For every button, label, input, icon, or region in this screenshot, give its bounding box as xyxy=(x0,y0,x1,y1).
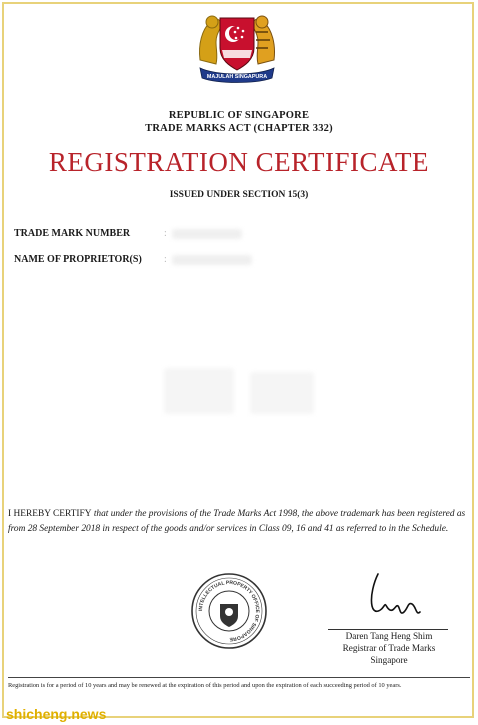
proprietor-label: NAME OF PROPRIETOR(S) xyxy=(14,254,142,265)
seal-text: INTELLECTUAL PROPERTY OFFICE OF SINGAPORE xyxy=(197,579,261,643)
svg-text:MAJULAH SINGAPURA: MAJULAH SINGAPURA xyxy=(206,74,268,80)
redacted-proprietor-name xyxy=(172,255,252,265)
certification-statement xyxy=(8,507,470,537)
header-country: REPUBLIC OF SINGAPORE xyxy=(168,110,310,121)
field-separator: : xyxy=(164,254,167,265)
signature-line xyxy=(328,629,448,630)
redacted-trade-mark-image xyxy=(164,368,234,414)
redacted-trade-mark-image xyxy=(250,372,314,414)
registrar-place: Singapore xyxy=(370,655,408,665)
header-act: TRADE MARKS ACT (CHAPTER 332) xyxy=(145,123,333,134)
certify-text: that under the provisions of the Trade Marks Act 1998, the above trademark has been registered as from 28 September 2018 in respect of the goods and/or services in Class 09, 16 and 41 as referred to in the Schedule. xyxy=(8,509,466,534)
registrar-signature-icon xyxy=(364,572,424,620)
footer-rule xyxy=(8,677,470,678)
site-watermark: shicheng.news xyxy=(6,706,107,722)
registrar-name: Daren Tang Heng Shim xyxy=(345,631,433,641)
issued-under: ISSUED UNDER SECTION 15(3) xyxy=(169,190,309,200)
certify-lead: I HEREBY CERTIFY xyxy=(8,509,92,519)
certificate-title: REGISTRATION CERTIFICATE xyxy=(48,147,430,177)
renewal-footnote: Registration is for a period of 10 years and may be renewed at the expiration of this period and upon the expiration of each succeeding period of 10 years. xyxy=(8,682,402,689)
field-separator: : xyxy=(164,228,167,239)
registrar-title: Registrar of Trade Marks xyxy=(342,643,436,653)
singapore-coat-of-arms-icon xyxy=(194,8,280,86)
redacted-trade-mark-number xyxy=(172,229,242,239)
ipos-seal-icon xyxy=(190,572,268,650)
trade-mark-number-label: TRADE MARK NUMBER xyxy=(14,228,131,239)
